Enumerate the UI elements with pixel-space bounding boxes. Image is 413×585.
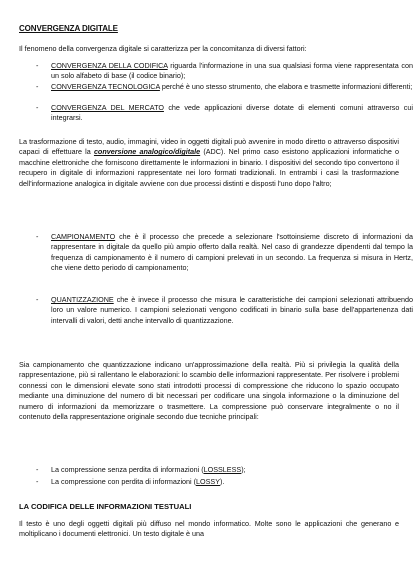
bullet-dash: - bbox=[36, 295, 39, 304]
paragraph-text-coding: Il testo è uno degli oggetti digitali più diffuso nel mondo informatico. Molte sono le applicazioni che generano e moltiplicano i documenti elettronici. Un testo digitale è una bbox=[19, 519, 399, 539]
list-item bbox=[36, 477, 413, 487]
bullet-dash: - bbox=[36, 103, 39, 112]
list-item-text: ). bbox=[220, 477, 225, 486]
list-item-text: che è invece il processo che misura le caratteristiche dei campioni selezionati attribuendo loro un valore numerico. I campioni selezionati vengono codificati in binario sulla base dell'appartenenza dati intervalli di valori, detti anche intervallo di quantizzazione. bbox=[51, 295, 413, 325]
paragraph-compression: Sia campionamento che quantizzazione indicano un'approssimazione della realtà. Più si privilegia la qualità della rappresentazione, più si rallentano le elaborazioni: lo scambio delle informazioni rappresentate. Per risolvere i problemi connessi con le dimensioni elevate sono stati introdotti processi di compressione che riducono lo spazio occupato mediante una diminuzione del numero di bit necessari per codificare una singola informazione o la diminuzione del numero di informazioni da memorizzare o trasmettere. La compressione può conservare integralmente o no il contenuto della rappresentazione originale secondo due tecniche principali: bbox=[19, 360, 399, 422]
bullet-dash: - bbox=[36, 477, 39, 486]
list-item bbox=[36, 232, 413, 274]
bullet-dash: - bbox=[36, 61, 39, 70]
list-item bbox=[36, 103, 413, 124]
list-item bbox=[36, 82, 413, 92]
list-item bbox=[36, 61, 413, 82]
list-item bbox=[36, 295, 413, 326]
term-link: CONVERGENZA DELLA CODIFICA bbox=[51, 61, 168, 70]
term-link: CONVERGENZA DEL MERCATO bbox=[51, 103, 164, 112]
page-title: CONVERGENZA DIGITALE bbox=[19, 24, 118, 33]
list-item-text: che è il processo che precede a selezionare l'sottoinsieme discreto di informazioni da rappresentare in digitale da quello più ampio offerto dalla realtà. Nel caso di grandezze dipendenti dal tempo la frequenza di campionamento è il numero di campioni prelevati in un secondo. La frequenza si misura in Hertz, che viene detto periodo di campionamento; bbox=[51, 232, 413, 273]
term-link: LOSSY bbox=[196, 477, 221, 486]
term-link: CAMPIONAMENTO bbox=[51, 232, 116, 241]
emphasis-text: conversione analogico/digitale bbox=[93, 147, 201, 157]
paragraph-conversion bbox=[19, 137, 399, 189]
term-link: CONVERGENZA TECNOLOGICA bbox=[51, 82, 160, 91]
list-item-text: perché è uno stesso strumento, che elabora e trasmette informazioni differenti; bbox=[159, 82, 413, 91]
list-item-text: La compressione senza perdita di informazioni ( bbox=[51, 465, 204, 474]
paragraph-text: La trasformazione di testo, audio, immagini, video in oggetti digitali può avvenire in modo diretto o attraverso dispositivi capaci di effettuare la bbox=[19, 137, 399, 157]
term-link: LOSSLESS bbox=[203, 465, 242, 474]
paragraph-text: (ADC). Nel primo caso esistono applicazioni informatiche o macchine elettroniche che forniscono direttamente le informazioni in binario. I dispositivi del secondo tipo convertono il recupero in digitale di informazioni rappresentate nei loro formati tradizionali. In entrambi i casi la trasformazione dell'informazione analogica in digitale avviene con due processi distinti e disposti l'uno dopo l'altro; bbox=[19, 147, 399, 188]
bullet-dash: - bbox=[36, 82, 39, 91]
list-item-text: ); bbox=[241, 465, 246, 474]
bullet-dash: - bbox=[36, 465, 39, 474]
bullet-dash: - bbox=[36, 232, 39, 241]
list-item bbox=[36, 465, 413, 475]
term-link: QUANTIZZAZIONE bbox=[51, 295, 114, 304]
list-item-text: che vede applicazioni diverse dotate di elementi comuni attraverso cui integrarsi. bbox=[51, 103, 413, 123]
list-item-text: La compressione con perdita di informazioni ( bbox=[51, 477, 197, 486]
intro-paragraph: Il fenomeno della convergenza digitale si caratterizza per la concomitanza di diversi fattori: bbox=[19, 44, 307, 53]
section-heading: LA CODIFICA DELLE INFORMAZIONI TESTUALI bbox=[19, 502, 192, 511]
list-item-text: riguarda l'informazione in una sua qualsiasi forma viene rappresentata con un solo alfabeto di base (il codice binario); bbox=[51, 61, 413, 81]
